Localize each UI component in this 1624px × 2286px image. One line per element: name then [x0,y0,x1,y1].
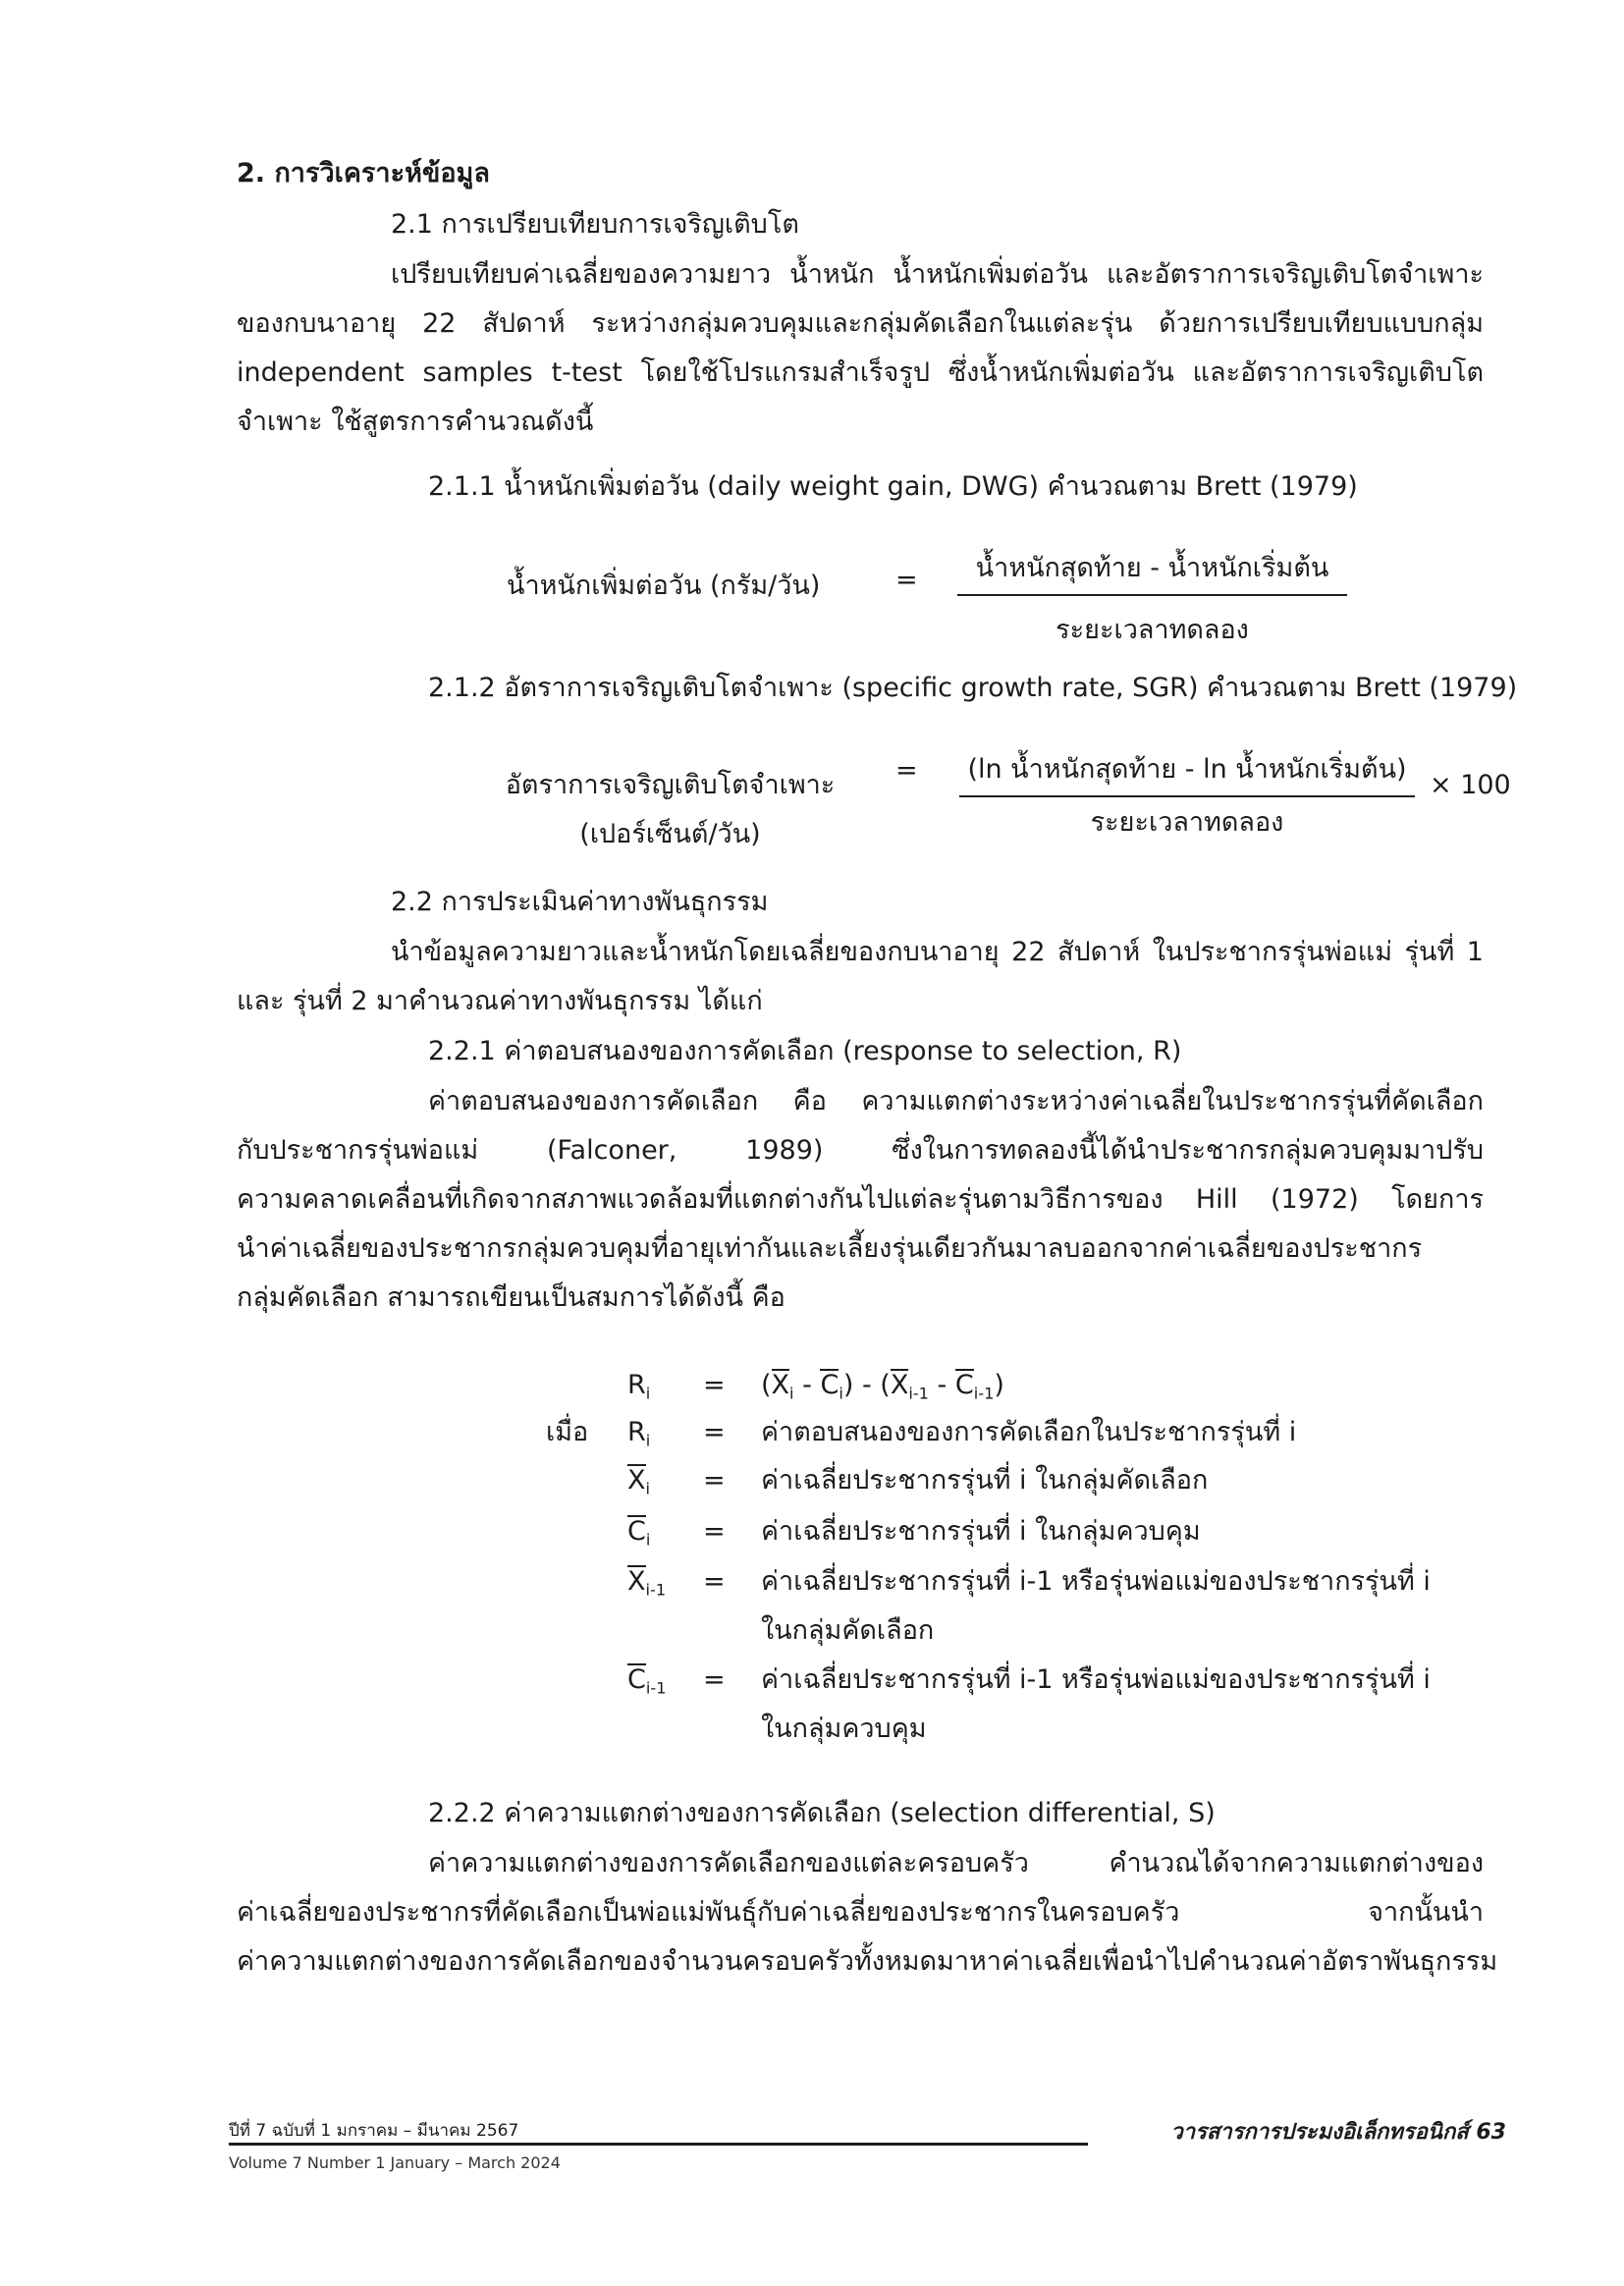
paragraph-line: ค่าความแตกต่างของการคัดเลือกของจำนวนครอบครัวทั้งหมดมาหาค่าเฉลี่ยเพื่อนำไปคำนวณค่าอัตราพันธุกรรม [237,1946,1498,1977]
formula-multiplier: × 100 [1430,770,1511,800]
paragraph-line: ค่าตอบสนองของการคัดเลือก คือ ความแตกต่างระหว่างค่าเฉลี่ยในประชากรรุ่นที่คัดเลือก [428,1086,1484,1116]
formula-numerator: (ln น้ำหนักสุดท้าย - ln น้ำหนักเริ่มต้น) [967,754,1407,785]
definition-row [0,1557,1624,1656]
definition-row [0,1408,1624,1457]
definition-equals: = [703,1664,726,1695]
paragraph-line: และ รุ่นที่ 2 มาคำนวณค่าทางพันธุกรรม ได้แก่ [237,986,763,1016]
definition-row [0,1507,1624,1556]
definition-symbol: $X_{i-1}$ [627,1566,667,1600]
formula-label: น้ำหนักเพิ่มต่อวัน (กรัม/วัน) [507,571,821,601]
paragraph-2-2-1 [237,1077,1484,1323]
formula-numerator: น้ำหนักสุดท้าย - น้ำหนักเริ่มต้น [975,553,1329,583]
fraction-bar [957,594,1347,596]
definition-equals: = [703,1417,726,1447]
paragraph-line: ของกบนาอายุ 22 สัปดาห์ ระหว่างกลุ่มควบคุมและกลุ่มคัดเลือกในแต่ละรุ่น ด้วยการเปรียบเทียบแบบกลุ่ม [237,308,1484,339]
subsection-title-2-1-1: 2.1.1 น้ำหนักเพิ่มต่อวัน (daily weight gain, DWG) คำนวณตาม Brett (1979) [428,471,1358,502]
where-label: เมื่อ [546,1417,589,1447]
definition-symbol: $X_i$ [627,1465,650,1498]
formula-equals: = [895,755,918,786]
paragraph-line: นำข้อมูลความยาวและน้ำหนักโดยเฉลี่ยของกบนาอายุ 22 สัปดาห์ ในประชากรรุ่นพ่อแม่ รุ่นที่ 1 [391,937,1484,967]
subsection-title-2-1-2: 2.1.2 อัตราการเจริญเติบโตจำเพาะ (specific growth rate, SGR) คำนวณตาม Brett (1979) [428,673,1518,703]
definition-text: ค่าเฉลี่ยประชากรรุ่นที่ i ในกลุ่มควบคุม [761,1516,1201,1547]
page-number: 63 [1476,2120,1506,2145]
paragraph-line: กลุ่มคัดเลือก สามารถเขียนเป็นสมการได้ดังนี้ คือ [237,1282,785,1313]
definition-row [0,1656,1624,1754]
definition-text: ค่าเฉลี่ยประชากรรุ่นที่ i-1 หรือรุ่นพ่อแม่ของประชากรรุ่นที่ i ในกลุ่มคัดเลือก [761,1566,1431,1646]
paragraph-line: เปรียบเทียบค่าเฉลี่ยของความยาว น้ำหนัก น้ำหนักเพิ่มต่อวัน และอัตราการเจริญเติบโตจำเพาะ [391,259,1484,290]
formula-label-line2: (เปอร์เซ็นต์/วัน) [579,819,761,849]
section-heading: 2. การวิเคราะห์ข้อมูล [237,158,490,189]
definition-symbol: $C_i$ [627,1516,651,1550]
paragraph-2-1 [237,250,1484,447]
footer-journal [1170,2118,1506,2148]
definition-equals: = [703,1465,726,1496]
paragraph-line: ความคลาดเคลื่อนที่เกิดจากสภาพแวดล้อมที่แตกต่างกันไปแต่ละรุ่นตามวิธีการของ Hill (1972) โดยการ [237,1184,1484,1215]
definition-text: ค่าตอบสนองของการคัดเลือกในประชากรรุ่นที่ i [761,1417,1297,1447]
subsection-title-2-1: 2.1 การเปรียบเทียบการเจริญเติบโต [391,209,799,240]
paragraph-line: กับประชากรรุ่นพ่อแม่ (Falconer, 1989) ซึ่งในการทดลองนี้ได้นำประชากรกลุ่มควบคุมมาปรับ [237,1135,1484,1166]
equation-lhs: $R_i$ [627,1370,651,1403]
definition-symbol: $R_i$ [627,1417,651,1450]
definition-equals: = [703,1566,726,1597]
response-equation [0,1361,1624,1410]
definition-symbol: $C_{i-1}$ [627,1664,667,1698]
definition-row [0,1456,1624,1505]
formula-denominator: ระยะเวลาทดลอง [1056,615,1249,645]
subsection-title-2-2-2: 2.2.2 ค่าความแตกต่างของการคัดเลือก (selection differential, S) [428,1798,1216,1828]
paragraph-2-2-2 [237,1839,1498,1987]
definition-text: ค่าเฉลี่ยประชากรรุ่นที่ i-1 หรือรุ่นพ่อแม่ของประชากรรุ่นที่ i ในกลุ่มควบคุม [761,1664,1431,1744]
equation-equals: = [703,1370,726,1400]
paragraph-line: ค่าความแตกต่างของการคัดเลือกของแต่ละครอบครัว คำนวณได้จากความแตกต่างของ [428,1848,1484,1878]
footer-rule [229,2143,1088,2146]
paragraph-line: จำเพาะ ใช้สูตรการคำนวณดังนี้ [237,407,594,437]
footer-issue-english: Volume 7 Number 1 January – March 2024 [229,2153,561,2172]
paragraph-line: independent samples t-test โดยใช้โปรแกรมสำเร็จรูป ซึ่งน้ำหนักเพิ่มต่อวัน และอัตราการเจริญเติบโต [237,357,1484,388]
paragraph-line: ค่าเฉลี่ยของประชากรที่คัดเลือกเป็นพ่อแม่พันธุ์กับค่าเฉลี่ยของประชากรในครอบครัว จากนั้นนำ [237,1897,1484,1928]
formula-label-line1: อัตราการเจริญเติบโตจำเพาะ [505,770,836,800]
subsection-title-2-2-1: 2.2.1 ค่าตอบสนองของการคัดเลือก (response to selection, R) [428,1036,1182,1066]
footer-issue-thai: ปีที่ 7 ฉบับที่ 1 มกราคม – มีนาคม 2567 [229,2121,519,2141]
fraction-bar [959,795,1415,797]
paragraph-2-2 [237,928,1484,1026]
definition-text: ค่าเฉลี่ยประชากรรุ่นที่ i ในกลุ่มคัดเลือก [761,1465,1209,1496]
formula-equals: = [895,565,918,595]
subsection-title-2-2: 2.2 การประเมินค่าทางพันธุกรรม [391,887,769,917]
paragraph-line: นำค่าเฉลี่ยของประชากรกลุ่มควบคุมที่อายุเท่ากันและเลี้ยงรุ่นเดียวกันมาลบออกจากค่าเฉลี่ยของประชากร [237,1233,1423,1264]
journal-name: วารสารการประมงอิเล็กทรอนิกส์ [1170,2120,1469,2145]
equation-rhs: $(X_i - C_i) - (X_{i-1} - C_{i-1})$ [761,1370,1004,1403]
formula-denominator: ระยะเวลาทดลอง [1090,807,1284,838]
definition-equals: = [703,1516,726,1547]
